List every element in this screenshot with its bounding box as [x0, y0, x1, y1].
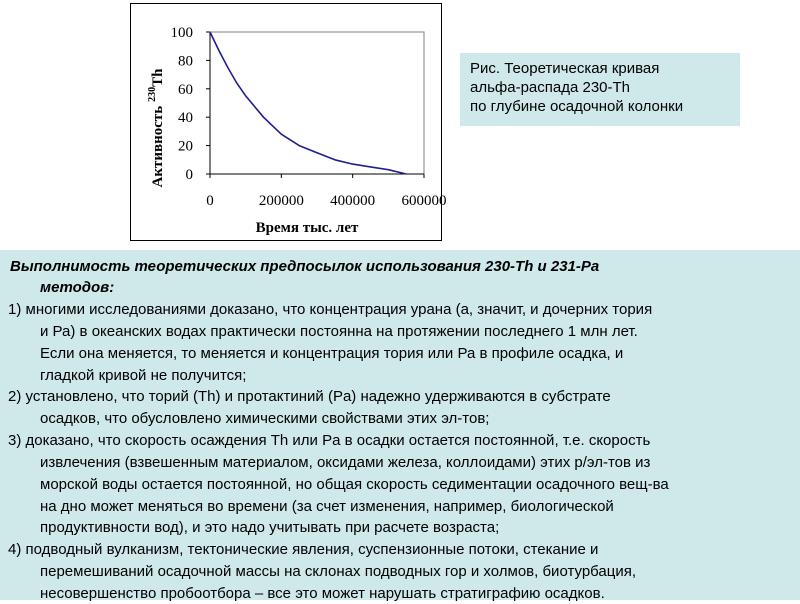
panel-heading: Выполнимость теоретических предпосылок использования 230-Th и 231-Pa [10, 258, 600, 275]
x-tick-label: 400000 [330, 193, 376, 209]
list-item-4: 4) подводный вулканизм, тектонические явления, суспензионные потоки, стекание и [8, 541, 599, 558]
list-item-3-line: морской воды остается постоянной, но общая скорость седиментации осадочного вещ-ва [40, 476, 669, 493]
list-item-1-line: Если она меняется, то меняется и концентрация тория или Ра в профиле осадка, и [40, 345, 624, 362]
caption-line: Рис. Теоретическая кривая [470, 60, 660, 77]
list-item-1-line: гладкой кривой не получится; [40, 367, 247, 384]
list-item-2: 2) установлено, что торий (Th) и протактиний (Pa) надежно удерживаются в субстрате [8, 388, 611, 405]
y-tick-label: 100 [170, 25, 193, 41]
list-item-3: 3) доказано, что скорость осаждения Th или Pa в осадки остается постоянной, т.е. скорость [8, 432, 651, 449]
list-item-3-line: продуктивности вод), и это надо учитывать при расчете возраста; [40, 519, 500, 536]
list-item-1-line: и Ра) в океанских водах практически постоянна на протяжении последнего 1 млн лет. [40, 323, 638, 340]
decay-chart-svg [131, 4, 447, 240]
y-axis-label-superscript: 230 [147, 86, 158, 102]
decay-chart [130, 3, 447, 241]
list-item-2-line: осадков, что обусловлено химическими свойствами этих эл-тов; [40, 410, 490, 427]
list-item-4-line: перемешиваний осадочной массы на склонах подводных гор и холмов, биотурбация, [40, 563, 637, 580]
panel-heading-cont: методов: [40, 279, 115, 296]
caption-line: по глубине осадочной колонки [470, 98, 684, 115]
y-tick-label: 40 [178, 110, 193, 127]
caption-line: альфа-распада 230-Th [470, 79, 631, 96]
y-tick-label: 60 [178, 81, 193, 98]
x-tick-label: 200000 [258, 193, 304, 209]
y-axis-label-element: Th [150, 68, 166, 87]
y-axis-label [147, 68, 166, 188]
y-tick-label: 0 [185, 167, 193, 183]
x-tick-label: 600000 [401, 193, 447, 209]
x-tick-label: 0 [206, 193, 214, 209]
list-item-3-line: на дно может меняться во времени (за счет изменения, например, биологической [40, 498, 614, 515]
list-item-1: 1) многими исследованиями доказано, что концентрация урана (а, значит, и дочерних тория [8, 301, 653, 318]
y-axis-label-prefix: Активность [150, 105, 166, 188]
y-tick-label: 20 [178, 138, 193, 155]
y-tick-label: 80 [178, 53, 193, 70]
text-panel [0, 250, 800, 600]
list-item-4-line: несовершенство пробоотбора – все это может нарушать стратиграфию осадков. [40, 585, 605, 602]
figure-caption [460, 53, 740, 126]
x-axis-label: Время тыс. лет [255, 220, 359, 236]
decay-curve [210, 32, 406, 174]
list-item-3-line: извлечения (взвешенным материалом, оксидами железа, коллоидами) этих р/эл-тов из [40, 454, 651, 471]
